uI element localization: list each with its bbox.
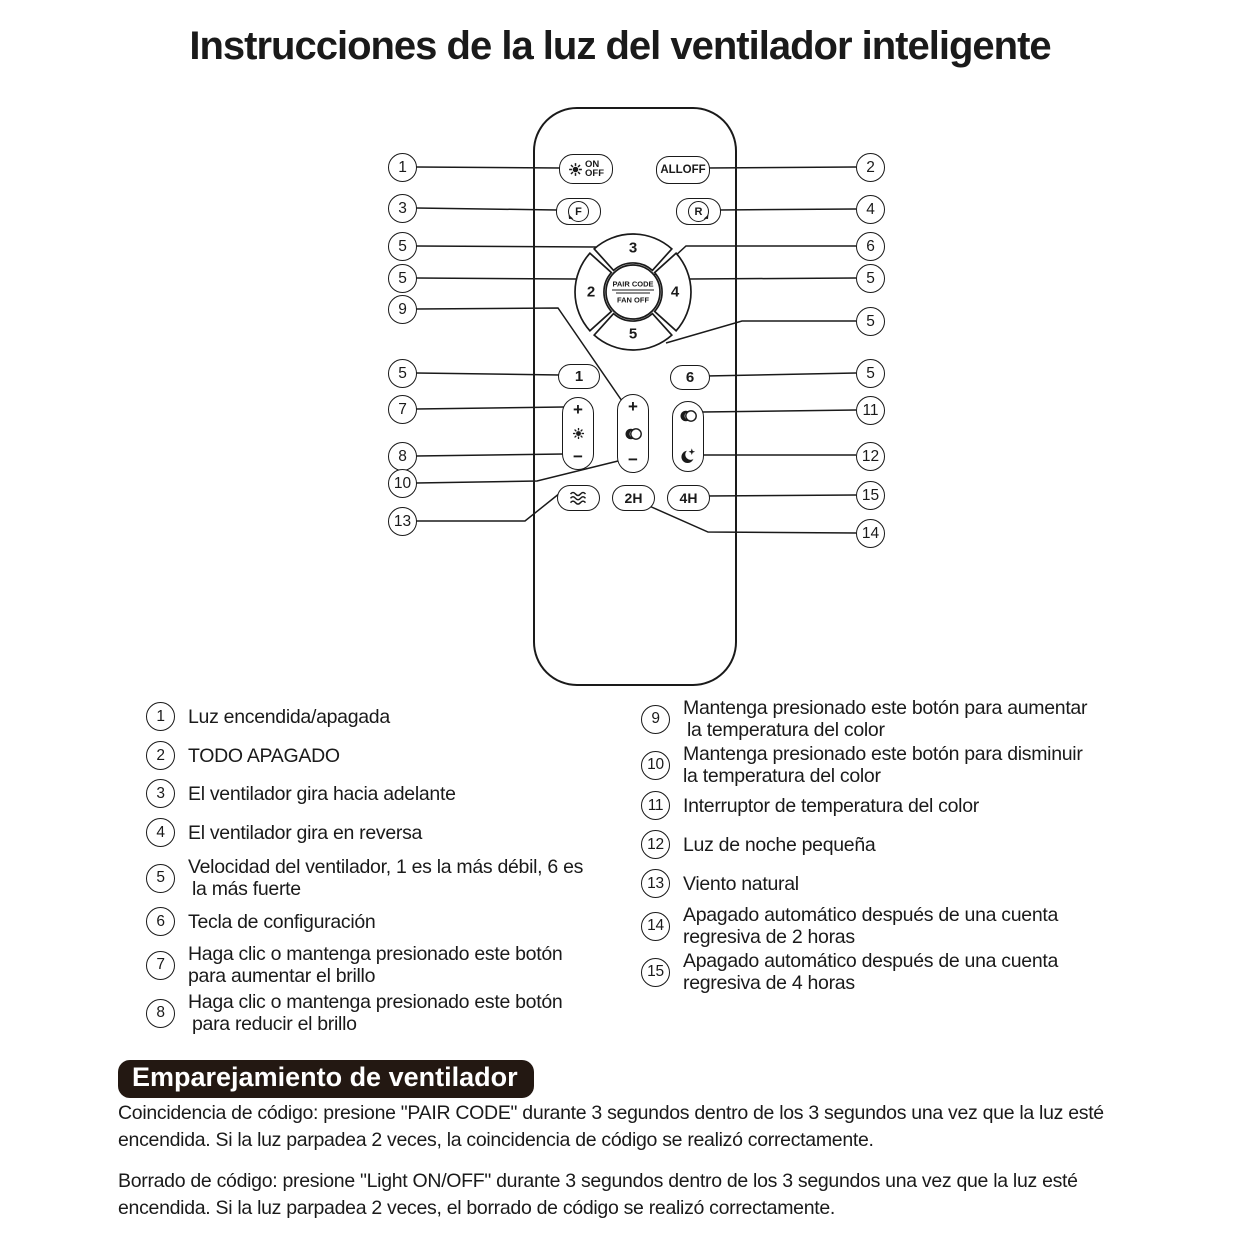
all-off-button: ALLOFF — [656, 156, 710, 184]
page-title: Instrucciones de la luz del ventilador inteligente — [189, 24, 1051, 68]
pair-code-label: PAIR CODE FAN OFF — [612, 279, 654, 305]
callout-8: 8 — [388, 442, 417, 471]
callout-13: 13 — [388, 507, 417, 536]
speed-6-button: 6 — [670, 365, 710, 390]
callout-1: 1 — [388, 153, 417, 182]
legend-item-8: 8 Haga clic o mantenga presionado este botón para reducir el brillo — [146, 991, 562, 1035]
color-temp-switch-icon — [680, 409, 697, 423]
divider — [616, 293, 650, 294]
callout-5c: 5 — [856, 264, 885, 293]
callout-14: 14 — [856, 519, 885, 548]
light-mode-control — [672, 401, 704, 472]
waves-icon — [568, 490, 589, 506]
callout-12: 12 — [856, 442, 885, 471]
legend-item-14: 14 Apagado automático después de una cuenta regresiva de 2 horas — [641, 904, 1058, 948]
rotation-arrowhead-icon — [704, 215, 712, 223]
color-temp-control — [617, 394, 649, 473]
leader-line — [719, 209, 856, 210]
legend-item-7: 7 Haga clic o mantenga presionado este botón para aumentar el brillo — [146, 943, 562, 987]
pairing-paragraph-code-match: Coincidencia de código: presione "PAIR CODE" durante 3 segundos dentro de los 3 segundos una vez que la luz esté encendida. Si la luz parpadea 2 veces, la coincidencia de código se realizó correctamente. — [118, 1102, 1104, 1151]
light-onoff-label: ON OFF — [585, 158, 604, 179]
dpad-speed-3: 3 — [628, 239, 638, 257]
rotation-arrowhead-icon — [565, 215, 573, 223]
dpad-speed-5: 5 — [628, 325, 638, 343]
callout-5e: 5 — [388, 359, 417, 388]
pairing-paragraph-code-clear: Borrado de código: presione "Light ON/OFF" durante 3 segundos dentro de los 3 segundos una vez que la luz esté encendida. Si la luz parpadea 2 veces, el borrado de código se realizó correctamente. — [118, 1170, 1078, 1219]
natural-wind-button — [557, 485, 600, 511]
dpad-speed-2: 2 — [586, 283, 596, 301]
light-onoff-button — [559, 154, 613, 184]
fan-reverse-button — [676, 198, 721, 225]
callout-5d: 5 — [856, 307, 885, 336]
legend-item-2: 2 TODO APAGADO — [146, 741, 340, 770]
callout-7: 7 — [388, 395, 417, 424]
callout-4: 4 — [856, 195, 885, 224]
legend-item-11: 11 Interruptor de temperatura del color — [641, 791, 979, 820]
legend-item-12: 12 Luz de noche pequeña — [641, 830, 875, 859]
callout-2: 2 — [856, 153, 885, 182]
legend-item-4: 4 El ventilador gira en reversa — [146, 818, 422, 847]
callout-5b: 5 — [388, 264, 417, 293]
color-temp-icon — [625, 427, 642, 441]
rotate-reverse-icon: R — [688, 201, 709, 222]
legend-item-15: 15 Apagado automático después de una cuenta regresiva de 4 horas — [641, 950, 1058, 994]
callout-11: 11 — [856, 396, 885, 425]
speed-1-button: 1 — [558, 364, 600, 389]
brightness-plus-button: + — [573, 400, 583, 419]
fan-forward-button — [556, 198, 601, 225]
brightness-control — [562, 397, 594, 470]
speed-dpad — [572, 231, 694, 353]
callout-9: 9 — [388, 295, 417, 324]
legend-item-6: 6 Tecla de configuración — [146, 907, 375, 936]
callout-5f: 5 — [856, 359, 885, 388]
sun-icon — [572, 427, 585, 440]
timer-2h-button: 2H — [612, 485, 655, 511]
rotate-forward-icon: F — [568, 201, 589, 222]
callout-10: 10 — [388, 469, 417, 498]
callout-5a: 5 — [388, 232, 417, 261]
color-temp-minus-button: − — [628, 450, 638, 469]
legend-item-3: 3 El ventilador gira hacia adelante — [146, 779, 456, 808]
night-light-moon-icon — [680, 447, 697, 464]
dpad-speed-4: 4 — [670, 283, 680, 301]
brightness-minus-button: − — [573, 447, 583, 466]
timer-4h-button: 4H — [667, 485, 710, 511]
color-temp-plus-button: + — [628, 397, 638, 416]
legend-item-9: 9 Mantenga presionado este botón para aumentar la temperatura del color — [641, 697, 1087, 741]
callout-15: 15 — [856, 481, 885, 510]
legend-item-1: 1 Luz encendida/apagada — [146, 702, 390, 731]
sun-icon — [568, 162, 583, 177]
legend-item-13: 13 Viento natural — [641, 869, 799, 898]
pairing-heading: Emparejamiento de ventilador — [118, 1060, 534, 1098]
callout-3: 3 — [388, 194, 417, 223]
legend-item-10: 10 Mantenga presionado este botón para disminuir la temperatura del color — [641, 743, 1083, 787]
legend-item-5: 5 Velocidad del ventilador, 1 es la más débil, 6 es la más fuerte — [146, 856, 583, 900]
callout-6: 6 — [856, 232, 885, 261]
